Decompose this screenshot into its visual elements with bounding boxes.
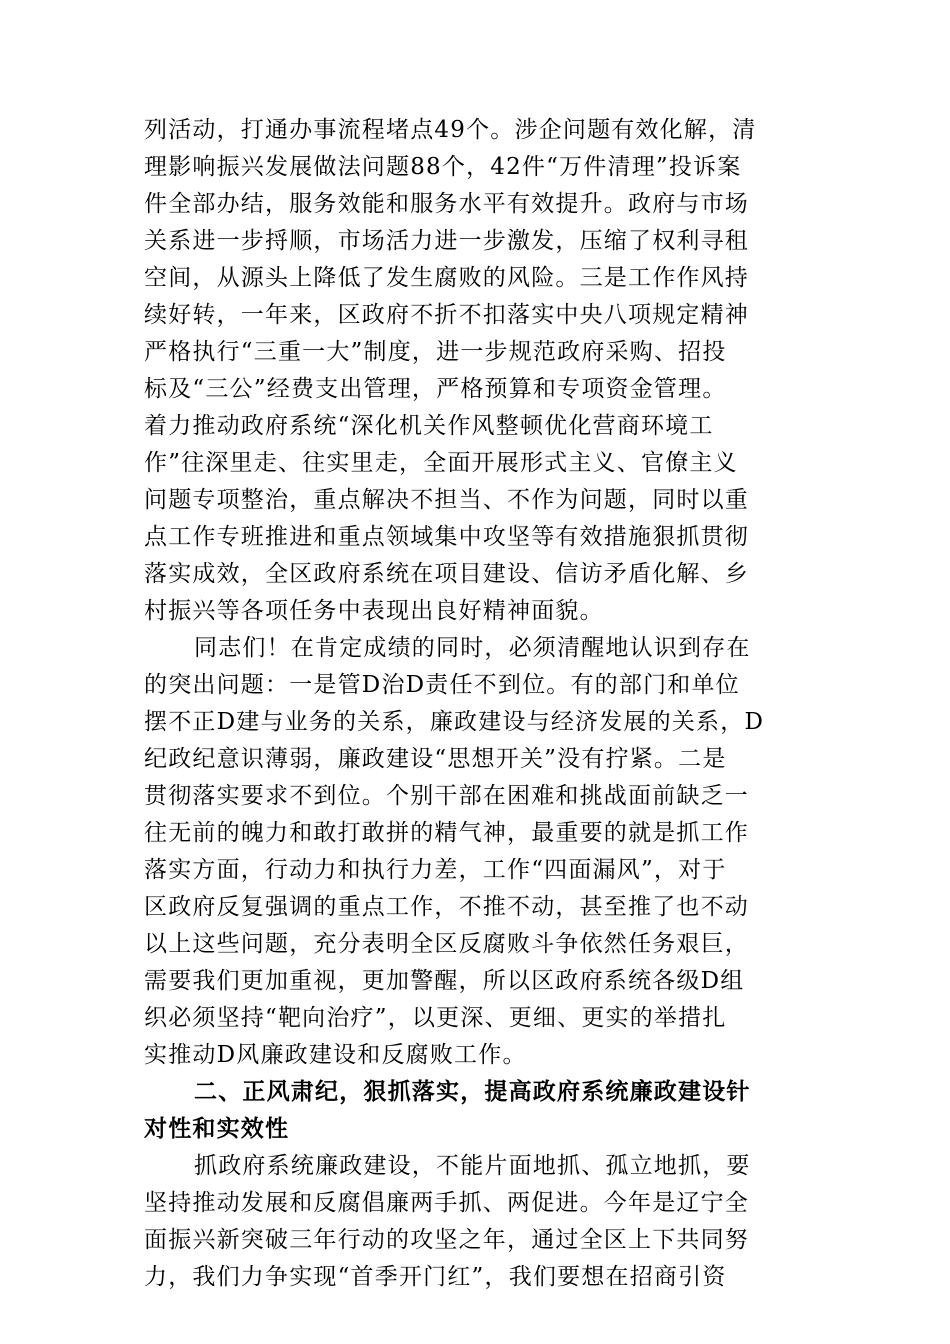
body-text-line: 贯彻落实要求不到位。个别干部在困难和挑战面前缺乏一 [144, 783, 749, 809]
body-text-line: 问题专项整治，重点解决不担当、不作为问题，同时以重 [144, 487, 749, 513]
body-text-line: 关系进一步捋顺，市场活力进一步激发，压缩了权利寻租 [144, 228, 749, 254]
body-text-line: 作”往深里走、往实里走，全面开展形式主义、官僚主义 [144, 450, 738, 476]
body-text-line: 落实方面，行动力和执行力差，工作“四面漏风”，对于 [144, 857, 727, 883]
body-text-line: 纪政纪意识薄弱，廉政建设“思想开关”没有拧紧。二是 [144, 746, 727, 772]
body-text-line: 织必须坚持“靶向治疗”，以更深、更细、更实的举措扎 [144, 1005, 727, 1031]
body-text-line: 件全部办结，服务效能和服务水平有效提升。政府与市场 [144, 191, 749, 217]
body-text-line: 续好转，一年来，区政府不折不扣落实中央八项规定精神 [144, 302, 749, 328]
body-text-line: 坚持推动发展和反腐倡廉两手抓、两促进。今年是辽宁全 [144, 1190, 749, 1216]
body-text-line: 的突出问题：一是管D治D责任不到位。有的部门和单位 [144, 672, 740, 698]
body-text-line: 摆不正D建与业务的关系，廉政建设与经济发展的关系，D [144, 709, 765, 735]
body-text-line: 力，我们力争实现“首季开门红”，我们要想在招商引资 [144, 1264, 727, 1290]
body-text-line: 实推动D风廉政建设和反腐败工作。 [144, 1042, 527, 1068]
section-heading-line: 二、正风肃纪，狠抓落实，提高政府系统廉政建设针 [194, 1079, 751, 1105]
section-heading-line: 对性和实效性 [144, 1116, 290, 1142]
body-text-line: 村振兴等各项任务中表现出良好精神面貌。 [144, 598, 604, 624]
body-text-line: 以上这些问题，充分表明全区反腐败斗争依然任务艰巨， [144, 931, 749, 957]
body-text-line: 同志们！在肯定成绩的同时，必须清醒地认识到存在 [194, 635, 751, 661]
body-text-line: 列活动，打通办事流程堵点49个。涉企问题有效化解，清 [144, 117, 757, 143]
body-text-line: 理影响振兴发展做法问题88个，42件“万件清理”投诉案 [144, 154, 742, 180]
body-text-line: 标及“三公”经费支出管理，严格预算和专项资金管理。 [144, 376, 727, 402]
body-text-line: 空间，从源头上降低了发生腐败的风险。三是工作作风持 [144, 265, 749, 291]
document-page [144, 112, 806, 1296]
body-text-line: 抓政府系统廉政建设，不能片面地抓、孤立地抓，要 [194, 1153, 751, 1179]
body-text-line: 需要我们更加重视，更加警醒，所以区政府系统各级D组 [144, 968, 745, 994]
body-text-line: 着力推动政府系统“深化机关作风整顿优化营商环境工 [144, 413, 714, 439]
body-text-line: 面振兴新突破三年行动的攻坚之年，通过全区上下共同努 [144, 1227, 749, 1253]
body-text-line: 严格执行“三重一大”制度，进一步规范政府采购、招投 [144, 339, 727, 365]
body-text-line: 往无前的魄力和敢打敢拼的精气神，最重要的就是抓工作 [144, 820, 749, 846]
body-text-line: 区政府反复强调的重点工作，不推不动，甚至推了也不动 [144, 894, 749, 920]
body-text-line: 落实成效，全区政府系统在项目建设、信访矛盾化解、乡 [144, 561, 749, 587]
body-text-line: 点工作专班推进和重点领域集中攻坚等有效措施狠抓贯彻 [144, 524, 749, 550]
